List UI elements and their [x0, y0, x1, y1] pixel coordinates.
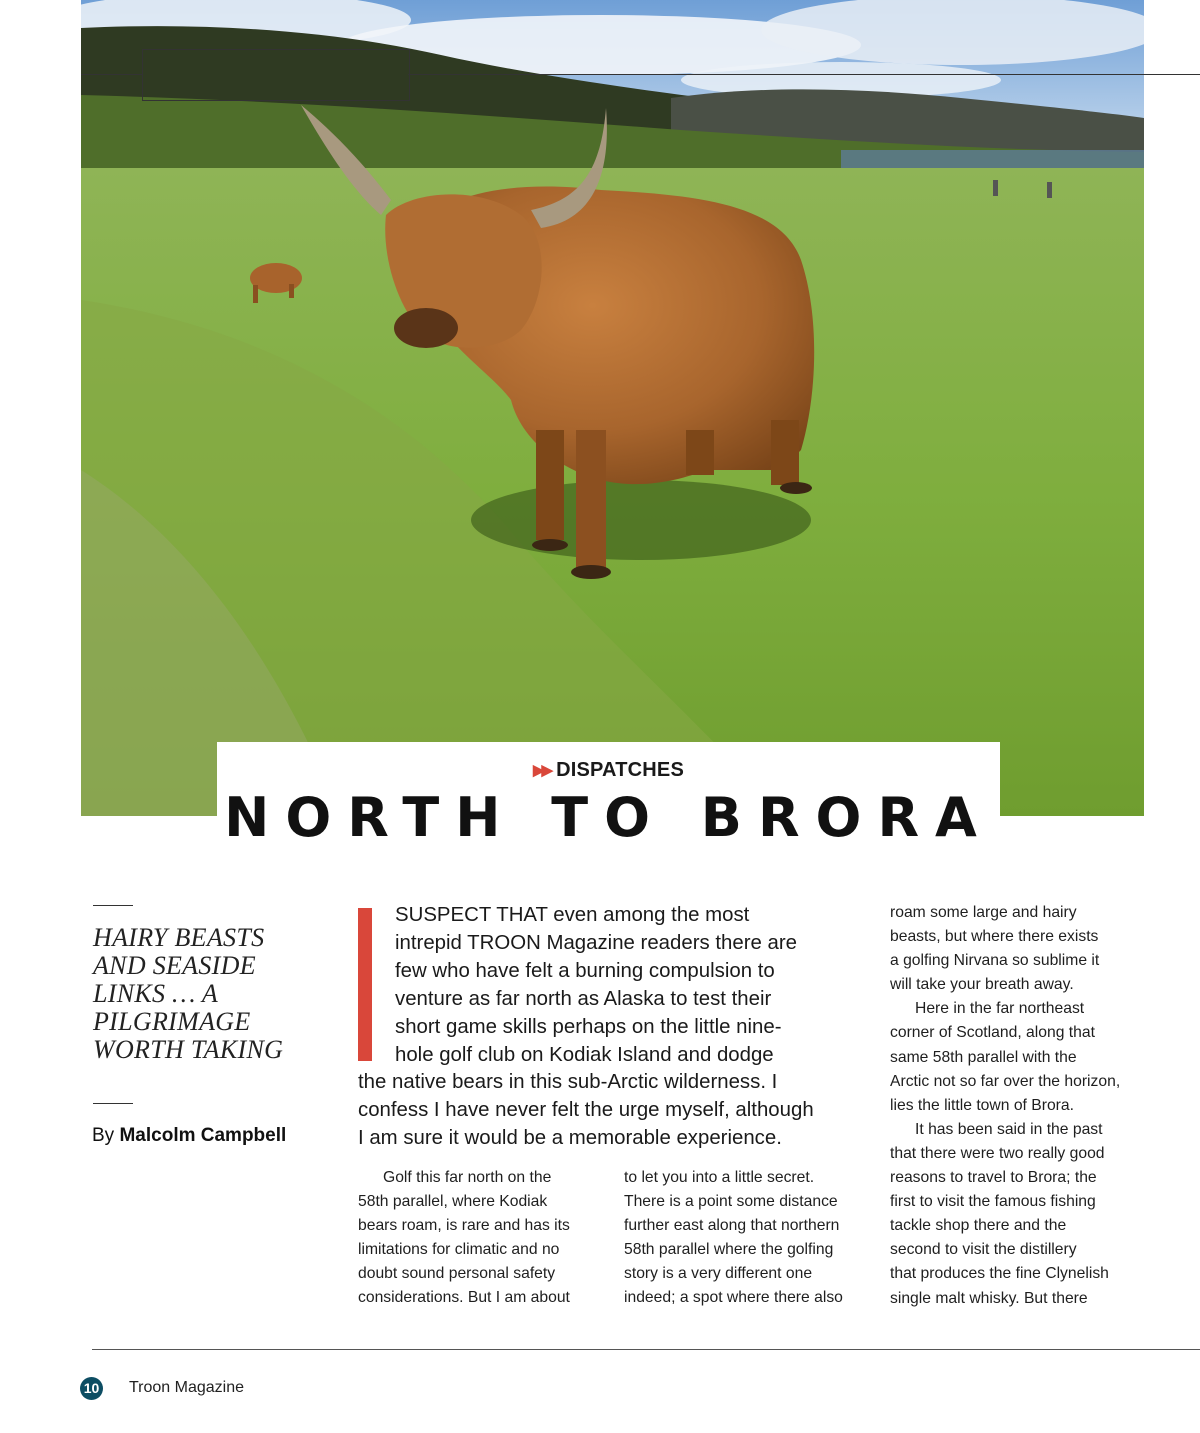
lead-line: intrepid TROON Magazine readers there are — [395, 931, 797, 954]
deck: HAIRY BEASTS AND SEASIDE LINKS … A PILGRIMAGE WORTH TAKING — [93, 923, 284, 1064]
deck-rule-bottom — [93, 1103, 133, 1104]
lead-line: few who have felt a burning compulsion to — [395, 959, 775, 982]
deco-line-right — [408, 74, 1200, 75]
body-line: indeed; a spot where there also — [624, 1289, 843, 1307]
section-kicker — [217, 759, 1000, 782]
page-number-badge: 10 — [80, 1377, 103, 1400]
lead-line: SUSPECT THAT even among the most — [395, 904, 750, 926]
lead-line: hole golf club on Kodiak Island and dodge — [395, 1043, 774, 1066]
body-line: It has been said in the past — [915, 1120, 1103, 1138]
lead-line: I am sure it would be a memorable experience. — [358, 1127, 782, 1150]
byline — [92, 1125, 286, 1147]
deck-rule-top — [93, 905, 133, 906]
deco-line-left — [81, 74, 143, 75]
body-line: corner of Scotland, along that — [890, 1024, 1095, 1042]
body-line: Arctic not so far over the horizon, — [890, 1072, 1121, 1090]
body-line: that produces the fine Clynelish — [890, 1265, 1109, 1283]
title-panel — [217, 742, 1000, 860]
fast-forward-icon: ▶▶ — [532, 762, 551, 779]
hero-photo — [81, 0, 1144, 816]
body-line: doubt sound personal safety — [358, 1265, 556, 1283]
lead-line: the native bears in this sub-Arctic wilderness. I — [358, 1071, 778, 1094]
body-column-1 — [358, 1166, 570, 1311]
body-line: 58th parallel where the golfing — [624, 1241, 834, 1259]
byline-prefix: By — [92, 1125, 115, 1146]
body-line: 58th parallel, where Kodiak — [358, 1193, 548, 1211]
body-column-2 — [624, 1166, 843, 1311]
section-label: DISPATCHES — [556, 759, 684, 781]
body-line: will take your breath away. — [890, 976, 1074, 994]
deco-frame — [142, 49, 410, 101]
lead-line: short game skills perhaps on the little nine- — [395, 1015, 782, 1038]
body-line: same 58th parallel with the — [890, 1048, 1077, 1066]
body-line: considerations. But I am about — [358, 1289, 570, 1307]
lead-paragraph — [358, 902, 858, 1153]
body-line: Golf this far north on the — [383, 1169, 552, 1186]
body-line: single malt whisky. But there — [890, 1289, 1088, 1307]
body-line: limitations for climatic and no — [358, 1241, 560, 1259]
body-line: Here in the far northeast — [915, 1000, 1085, 1018]
body-column-3 — [890, 901, 1120, 1311]
body-line: There is a point some distance — [624, 1193, 838, 1211]
footer-rule — [92, 1349, 1200, 1350]
highland-cow-photo — [81, 0, 1144, 816]
author-name: Malcolm Campbell — [119, 1125, 287, 1146]
headline: NORTH TO BRORA — [224, 786, 993, 849]
body-line: beasts, but where there exists — [890, 928, 1099, 946]
body-line: second to visit the distillery — [890, 1241, 1077, 1259]
body-line: reasons to travel to Brora; the — [890, 1169, 1097, 1187]
magazine-name: Troon Magazine — [129, 1379, 245, 1396]
body-line: roam some large and hairy — [890, 904, 1077, 921]
body-line: first to visit the famous fishing — [890, 1193, 1096, 1211]
body-line: bears roam, is rare and has its — [358, 1217, 570, 1235]
body-line: that there were two really good — [890, 1144, 1105, 1162]
body-line: tackle shop there and the — [890, 1217, 1067, 1235]
body-line: a golfing Nirvana so sublime it — [890, 952, 1100, 970]
body-line: lies the little town of Brora. — [890, 1096, 1074, 1114]
body-line: further east along that northern — [624, 1217, 840, 1235]
lead-line: confess I have never felt the urge myself, although — [358, 1099, 814, 1122]
body-line: to let you into a little secret. — [624, 1169, 815, 1186]
body-line: story is a very different one — [624, 1265, 813, 1283]
lead-line: venture as far north as Alaska to test their — [395, 987, 772, 1010]
